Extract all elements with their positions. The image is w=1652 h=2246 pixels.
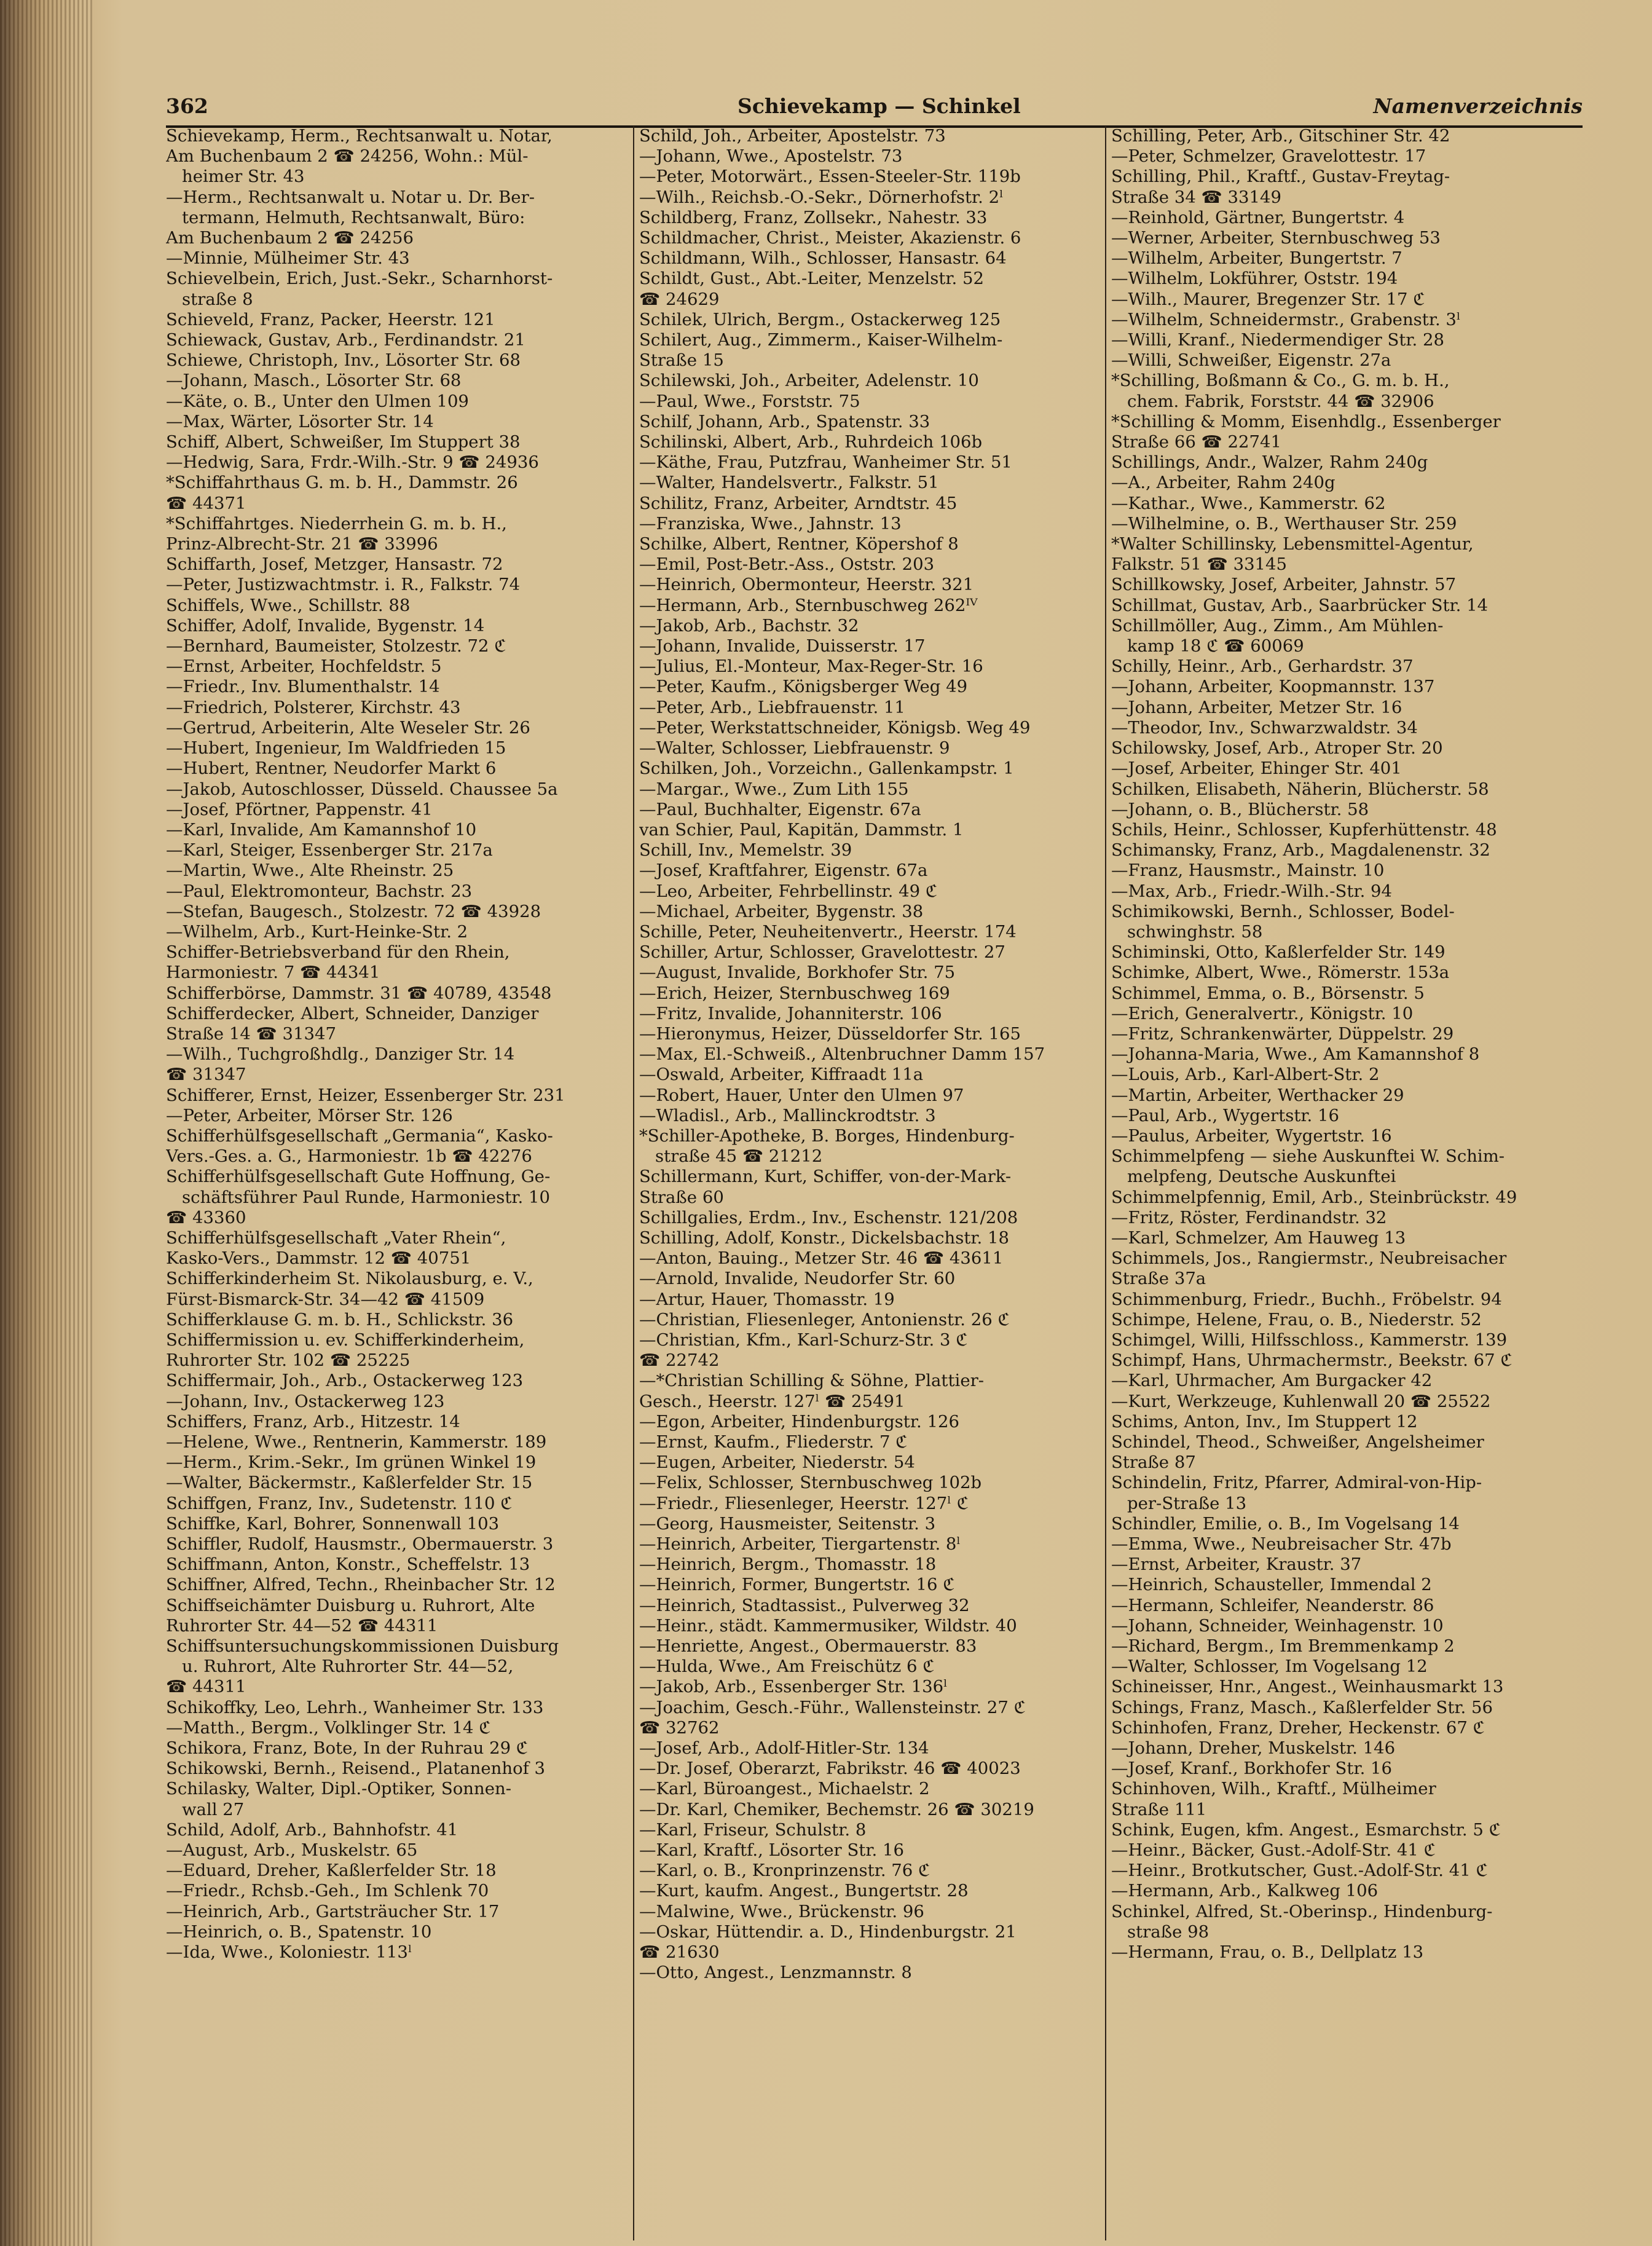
directory-entry-line: —Georg, Hausmeister, Seitenstr. 3 [639,1513,936,1534]
directory-entry-line: —Malwine, Wwe., Brückenstr. 96 [639,1901,924,1921]
directory-entry-line: Schieveld, Franz, Packer, Heerstr. 121 [166,309,495,329]
directory-entry-line: Kasko-Vers., Dammstr. 12 ☎ 40751 [166,1248,471,1269]
directory-entry-line: Schifferdecker, Albert, Schneider, Danziger [166,1003,539,1023]
directory-entry-line: —Heinr., Bäcker, Gust.-Adolf-Str. 41 ℭ [1111,1840,1436,1861]
directory-entry-line: Straße 34 ☎ 33149 [1111,187,1282,207]
directory-entry-line: Schimmelpfeng — siehe Auskunftei W. Schim- [1111,1146,1505,1167]
directory-entry-line: Schille, Peter, Neuheitenvertr., Heerstr. 174 [639,921,1017,942]
directory-entry-line: —Wilh., Tuchgroßhdlg., Danziger Str. 14 [166,1044,515,1065]
directory-entry-line: —Eugen, Arbeiter, Niederstr. 54 [639,1452,915,1473]
directory-entry-line: Schillmöller, Aug., Zimm., Am Mühlen- [1111,615,1444,636]
directory-entry-line: Schievelbein, Erich, Just.-Sekr., Scharnhorst- [166,269,553,289]
directory-entry-line: Schimmelpfennig, Emil, Arb., Steinbrückstr. 49 [1111,1187,1517,1207]
directory-entry-line: —Kathar., Wwe., Kammerstr. 62 [1111,493,1386,513]
directory-entry-line: —*Christian Schilling & Söhne, Plattier- [639,1371,985,1391]
directory-entry-line: —Heinrich, Former, Bungertstr. 16 ℭ [639,1575,955,1595]
directory-entry-line: Schillermann, Kurt, Schiffer, von-der-Mark- [639,1167,1012,1187]
directory-entry-line: —Richard, Bergm., Im Bremmenkamp 2 [1111,1636,1455,1657]
directory-entry-line: Schifferhülfsgesellschaft Gute Hoffnung, Ge- [166,1167,551,1187]
directory-entry-line: —Emma, Wwe., Neubreisacher Str. 47b [1111,1534,1452,1554]
directory-entry-line: Schiffgen, Franz, Inv., Sudetenstr. 110 ℭ [166,1493,513,1513]
directory-entry-line: Schilken, Joh., Vorzeichn., Gallenkampstr. 1 [639,759,1014,779]
directory-entry-line: Schiffner, Alfred, Techn., Rheinbacher Str. 12 [166,1575,556,1595]
directory-entry-line: —Margar., Wwe., Zum Lith 155 [639,779,909,799]
directory-entry-line: Schils, Heinr., Schlosser, Kupferhüttenstr. 48 [1111,819,1497,840]
directory-entry-line: —Matth., Bergm., Volklinger Str. 14 ℭ [166,1717,491,1738]
directory-entry-line: Schilling, Peter, Arb., Gitschiner Str. 42 [1111,126,1450,146]
directory-entry-line: Schings, Franz, Masch., Kaßlerfelder Str. 56 [1111,1697,1493,1717]
directory-entry-line: heimer Str. 43 [182,167,305,187]
directory-entry-line: —Kurt, kaufm. Angest., Bungertstr. 28 [639,1881,969,1901]
directory-entry-line: —Willi, Schweißer, Eigenstr. 27a [1111,350,1391,371]
directory-entry-line: Schimmenburg, Friedr., Buchh., Fröbelstr. 94 [1111,1289,1502,1309]
directory-entry-line: —Bernhard, Baumeister, Stolzestr. 72 ℭ [166,636,506,656]
directory-entry-line: Fürst-Bismarck-Str. 34—42 ☎ 41509 [166,1289,485,1309]
directory-entry-line: —Johanna-Maria, Wwe., Am Kamannshof 8 [1111,1044,1480,1065]
directory-entry-line: —Werner, Arbeiter, Sternbuschweg 53 [1111,228,1441,248]
directory-entry-line: Schilitz, Franz, Arbeiter, Arndtstr. 45 [639,493,958,513]
directory-entry-line: —Paul, Arb., Wygertstr. 16 [1111,1105,1340,1125]
directory-entry-line: —Hermann, Arb., Kalkweg 106 [1111,1881,1379,1901]
directory-entry-line: —Walter, Schlosser, Liebfrauenstr. 9 [639,738,950,759]
directory-entry-line: —Karl, Kraftf., Lösorter Str. 16 [639,1840,904,1861]
directory-entry-line: melpfeng, Deutsche Auskunftei [1127,1167,1396,1187]
directory-entry-line: —Fritz, Schrankenwärter, Düppelstr. 29 [1111,1023,1454,1044]
directory-entry-line: Falkstr. 51 ☎ 33145 [1111,554,1288,575]
directory-entry-line: Schiewack, Gustav, Arb., Ferdinandstr. 21 [166,330,525,350]
directory-entry-line: —Heinrich, Schausteller, Immendal 2 [1111,1575,1432,1595]
directory-entry-line: Schiffsuntersuchungskommissionen Duisburg [166,1636,559,1657]
directory-entry-line: —Hedwig, Sara, Frdr.-Wilh.-Str. 9 ☎ 24936 [166,452,539,473]
directory-entry-line: Schiffels, Wwe., Schillstr. 88 [166,595,411,615]
directory-entry-line: Schimansky, Franz, Arb., Magdalenenstr. 32 [1111,840,1490,861]
directory-entry-line: —Friedr., Inv. Blumenthalstr. 14 [166,677,440,697]
directory-entry-line: ☎ 43360 [166,1207,246,1227]
directory-entry-line: —Reinhold, Gärtner, Bungertstr. 4 [1111,207,1405,227]
directory-entry-line: *Schiffahrtges. Niederrhein G. m. b. H., [166,513,507,534]
directory-entry-line: —Karl, Steiger, Essenberger Str. 217a [166,840,493,861]
directory-entry-line: Schimgel, Willi, Hilfsschloss., Kammerstr. 139 [1111,1330,1508,1350]
directory-entry-line: Schilling, Adolf, Konstr., Dickelsbachstr. 18 [639,1227,1009,1248]
directory-entry-line: Schiffers, Franz, Arb., Hitzestr. 14 [166,1411,460,1432]
section-title: Namenverzeichnis [1373,94,1583,118]
directory-entry-line: —Josef, Arb., Adolf-Hitler-Str. 134 [639,1738,929,1759]
directory-entry-line: Schilasky, Walter, Dipl.-Optiker, Sonnen- [166,1779,511,1799]
directory-entry-line: —Paul, Elektromonteur, Bachstr. 23 [166,881,473,901]
directory-entry-line: —Minnie, Mülheimer Str. 43 [166,248,410,269]
directory-entry-line: —Erich, Generalvertr., Königstr. 10 [1111,1003,1414,1023]
directory-entry-line: —Franz, Hausmstr., Mainstr. 10 [1111,861,1385,881]
column-3 [1111,126,1579,2228]
directory-entry-line: —Fritz, Invalide, Johanniterstr. 106 [639,1003,942,1023]
directory-entry-line: —Wilhelm, Arbeiter, Bungertstr. 7 [1111,248,1402,269]
directory-entry-line: Schillings, Andr., Walzer, Rahm 240g [1111,452,1428,473]
directory-entry-line: —Theodor, Inv., Schwarzwaldstr. 34 [1111,717,1418,738]
directory-entry-line: —Kurt, Werkzeuge, Kuhlenwall 20 ☎ 25522 [1111,1391,1491,1411]
directory-entry-line: —Walter, Bäckermstr., Kaßlerfelder Str. 15 [166,1473,533,1493]
directory-entry-line: —Robert, Hauer, Unter den Ulmen 97 [639,1085,964,1105]
directory-entry-line: —Käte, o. B., Unter den Ulmen 109 [166,391,469,411]
directory-entry-line: —Heinr., Brotkutscher, Gust.-Adolf-Str. 41 ℭ [1111,1861,1488,1881]
directory-entry-line: —Josef, Kranf., Borkhofer Str. 16 [1111,1759,1393,1779]
directory-entry-line: per-Straße 13 [1127,1493,1247,1513]
directory-entry-line: Schildmann, Wilh., Schlosser, Hansastr. 64 [639,248,1007,269]
column-rule [633,126,634,2240]
directory-entry-line: —Karl, Uhrmacher, Am Burgacker 42 [1111,1371,1433,1391]
directory-entry-line: —Peter, Justizwachtmstr. i. R., Falkstr. 74 [166,575,521,595]
directory-entry-line: —Max, El.-Schweiß., Altenbruchner Damm 157 [639,1044,1045,1065]
directory-entry-line: —Ernst, Kaufm., Fliederstr. 7 ℭ [639,1432,908,1452]
directory-entry-line: —Hubert, Ingenieur, Im Waldfrieden 15 [166,738,506,759]
directory-entry-line: —Joachim, Gesch.-Führ., Wallensteinstr. 27 ℭ [639,1697,1026,1717]
directory-entry-line: Schiffmann, Anton, Konstr., Scheffelstr. 13 [166,1554,530,1575]
column-2 [639,126,1099,2228]
directory-entry-line: —Herm., Krim.-Sekr., Im grünen Winkel 19 [166,1452,537,1473]
directory-entry-line: Schiffer-Betriebsverband für den Rhein, [166,942,510,963]
directory-entry-line: Schiffermair, Joh., Arb., Ostackerweg 123 [166,1371,524,1391]
directory-entry-line: —Friedr., Rchsb.-Geh., Im Schlenk 70 [166,1881,489,1901]
directory-entry-line: —Paul, Wwe., Forststr. 75 [639,391,860,411]
directory-entry-line: —Peter, Werkstattschneider, Königsb. Weg 49 [639,717,1031,738]
directory-entry-line: Schiffseichämter Duisburg u. Ruhrort, Alte [166,1595,535,1615]
directory-entry-line: —Martin, Arbeiter, Werthacker 29 [1111,1085,1404,1105]
directory-entry-line: ☎ 24629 [639,289,720,309]
directory-entry-line: Schilf, Johann, Arb., Spatenstr. 33 [639,411,930,431]
directory-entry-line: *Schilling, Boßmann & Co., G. m. b. H., [1111,371,1450,391]
directory-entry-line: —Wilhelmine, o. B., Werthauser Str. 259 [1111,513,1457,534]
directory-entry-line: —Martin, Wwe., Alte Rheinstr. 25 [166,861,454,881]
directory-entry-line: van Schier, Paul, Kapitän, Dammstr. 1 [639,819,964,840]
column-rule [1105,126,1106,2240]
directory-entry-line: —Johann, Dreher, Muskelstr. 146 [1111,1738,1396,1759]
directory-entry-line: straße 98 [1127,1921,1210,1942]
directory-entry-line: —August, Arb., Muskelstr. 65 [166,1840,418,1861]
directory-entry-line: Schilewski, Joh., Arbeiter, Adelenstr. 10 [639,371,979,391]
directory-entry-line: Schiminski, Otto, Kaßlerfelder Str. 149 [1111,942,1446,963]
directory-entry-line: schwinghstr. 58 [1127,921,1263,942]
directory-entry-line: —Hubert, Rentner, Neudorfer Markt 6 [166,759,497,779]
directory-entry-line: —Heinr., städt. Kammermusiker, Wildstr. 40 [639,1615,1017,1636]
directory-entry-line: —Johann, Wwe., Apostelstr. 73 [639,146,903,167]
directory-entry-line: —Josef, Kraftfahrer, Eigenstr. 67a [639,861,928,881]
directory-entry-line: —Hieronymus, Heizer, Düsseldorfer Str. 165 [639,1023,1021,1044]
directory-entry-line: —Wilhelm, Schneidermstr., Grabenstr. 3ˡ [1111,309,1461,329]
directory-entry-line: Schild, Joh., Arbeiter, Apostelstr. 73 [639,126,946,146]
directory-entry-line: —Johann, Arbeiter, Metzer Str. 16 [1111,697,1402,717]
directory-entry-line: ☎ 32762 [639,1717,720,1738]
directory-entry-line: —Otto, Angest., Lenzmannstr. 8 [639,1963,912,1983]
directory-entry-line: *Walter Schillinsky, Lebensmittel-Agentur, [1111,534,1474,554]
directory-entry-line: Schinhoven, Wilh., Kraftf., Mülheimer [1111,1779,1436,1799]
directory-entry-line: Schifferhülfsgesellschaft „Vater Rhein“, [166,1227,506,1248]
directory-entry-line: —Julius, El.-Monteur, Max-Reger-Str. 16 [639,656,983,677]
directory-entry-line: —Heinrich, Obermonteur, Heerstr. 321 [639,575,974,595]
directory-entry-line: —Willi, Kranf., Niedermendiger Str. 28 [1111,330,1445,350]
directory-entry-line: —Johann, o. B., Blücherstr. 58 [1111,799,1369,819]
directory-entry-line: Harmoniestr. 7 ☎ 44341 [166,963,380,983]
directory-entry-line: Ruhrorter Str. 102 ☎ 25225 [166,1350,411,1371]
directory-entry-line: Schiffarth, Josef, Metzger, Hansastr. 72 [166,554,503,575]
directory-entry-line: —Anton, Bauing., Metzer Str. 46 ☎ 43611 [639,1248,1004,1269]
directory-entry-line: Schildt, Gust., Abt.-Leiter, Menzelstr. 52 [639,269,985,289]
directory-entry-line: —Ernst, Arbeiter, Hochfeldstr. 5 [166,656,442,677]
directory-entry-line: Schifferklause G. m. b. H., Schlickstr. 36 [166,1309,514,1330]
directory-entry-line: *Schilling & Momm, Eisenhdlg., Essenberger [1111,411,1501,431]
directory-entry-line: —Wilh., Maurer, Bregenzer Str. 17 ℭ [1111,289,1425,309]
directory-entry-line: —August, Invalide, Borkhofer Str. 75 [639,963,956,983]
directory-entry-line: —Paulus, Arbeiter, Wygertstr. 16 [1111,1125,1392,1146]
directory-entry-line: —Jakob, Autoschlosser, Düsseld. Chaussee 5a [166,779,558,799]
directory-entry-line: —Karl, o. B., Kronprinzenstr. 76 ℭ [639,1861,930,1881]
directory-entry-line: u. Ruhrort, Alte Ruhrorter Str. 44—52, [182,1657,514,1677]
directory-entry-line: —Oskar, Hüttendir. a. D., Hindenburgstr. 21 [639,1921,1017,1942]
directory-entry-line: Straße 37a [1111,1269,1206,1289]
directory-entry-line: —Dr. Josef, Oberarzt, Fabrikstr. 46 ☎ 40023 [639,1759,1021,1779]
directory-entry-line: Ruhrorter Str. 44—52 ☎ 44311 [166,1615,438,1636]
directory-entry-line: Schiffermission u. ev. Schifferkinderheim, [166,1330,525,1350]
directory-entry-line: —Max, Arb., Friedr.-Wilh.-Str. 94 [1111,881,1393,901]
directory-entry-line: —Karl, Friseur, Schulstr. 8 [639,1819,867,1840]
directory-entry-line: —Friedr., Fliesenleger, Heerstr. 127ˡ ℭ [639,1493,969,1513]
directory-entry-line: —Peter, Schmelzer, Gravelottestr. 17 [1111,146,1426,167]
directory-entry-line: Schims, Anton, Inv., Im Stuppert 12 [1111,1411,1418,1432]
directory-entry-line: Schindler, Emilie, o. B., Im Vogelsang 14 [1111,1513,1460,1534]
directory-entry-line: —Wilh., Reichsb.-O.-Sekr., Dörnerhofstr. 2ˡ [639,187,1004,207]
directory-entry-line: —Arnold, Invalide, Neudorfer Str. 60 [639,1269,956,1289]
directory-entry-line: Schifferkinderheim St. Nikolausburg, e. V., [166,1269,533,1289]
directory-entry-line: —Walter, Handelsvertr., Falkstr. 51 [639,473,939,493]
directory-entry-line: —Johann, Masch., Lösorter Str. 68 [166,371,462,391]
directory-entry-line: —Hulda, Wwe., Am Freischütz 6 ℭ [639,1657,935,1677]
page-number: 362 [166,94,208,118]
directory-entry-line: Straße 60 [639,1187,724,1207]
directory-entry-line: —Henriette, Angest., Obermauerstr. 83 [639,1636,977,1657]
directory-entry-line: Schillkowsky, Josef, Arbeiter, Jahnstr. 57 [1111,575,1457,595]
directory-entry-line: Am Buchenbaum 2 ☎ 24256, Wohn.: Mül- [166,146,529,167]
column-1 [166,126,628,2228]
directory-entry-line: Schilert, Aug., Zimmerm., Kaiser-Wilhelm- [639,330,1003,350]
directory-entry-line: Schilinski, Albert, Arb., Ruhrdeich 106b [639,432,983,452]
directory-entry-line: Schimmel, Emma, o. B., Börsenstr. 5 [1111,983,1425,1003]
directory-entry-line: —Helene, Wwe., Rentnerin, Kammerstr. 189 [166,1432,547,1452]
directory-entry-line: straße 45 ☎ 21212 [655,1146,823,1167]
directory-entry-line: —Artur, Hauer, Thomasstr. 19 [639,1289,895,1309]
directory-entry-line: —Erich, Heizer, Sternbuschweg 169 [639,983,950,1003]
directory-entry-line: Schilowsky, Josef, Arb., Atroper Str. 20 [1111,738,1443,759]
directory-entry-line: Schifferbörse, Dammstr. 31 ☎ 40789, 43548 [166,983,552,1003]
directory-entry-line: Schilling, Phil., Kraftf., Gustav-Freytag- [1111,167,1450,187]
directory-entry-line: Schilke, Albert, Rentner, Köpershof 8 [639,534,959,554]
directory-entry-line: Schinkel, Alfred, St.-Oberinsp., Hindenburg- [1111,1901,1493,1921]
directory-entry-line: —Franziska, Wwe., Jahnstr. 13 [639,513,902,534]
directory-entry-line: Schimmels, Jos., Rangiermstr., Neubreisacher [1111,1248,1507,1269]
directory-entry-line: kamp 18 ℭ ☎ 60069 [1127,636,1304,656]
directory-entry-line: —Leo, Arbeiter, Fehrbellinstr. 49 ℭ [639,881,938,901]
directory-entry-line: —Wladisl., Arb., Mallinckrodtstr. 3 [639,1105,936,1125]
directory-entry-line: ☎ 22742 [639,1350,720,1371]
directory-entry-line: termann, Helmuth, Rechtsanwalt, Büro: [182,207,525,227]
directory-entry-line: —Egon, Arbeiter, Hindenburgstr. 126 [639,1411,959,1432]
directory-entry-line: —Max, Wärter, Lösorter Str. 14 [166,411,434,431]
directory-entry-line: —Johann, Inv., Ostackerweg 123 [166,1391,445,1411]
directory-entry-line: —Heinrich, Arbeiter, Tiergartenstr. 8ˡ [639,1534,961,1554]
directory-entry-line: —Johann, Schneider, Weinhagenstr. 10 [1111,1615,1444,1636]
directory-entry-line: —Josef, Pförtner, Pappenstr. 41 [166,799,433,819]
directory-entry-line: —Christian, Fliesenleger, Antonienstr. 26 ℭ [639,1309,1010,1330]
directory-entry-line: Schink, Eugen, kfm. Angest., Esmarchstr. 5 ℭ [1111,1819,1501,1840]
directory-entry-line: Schimke, Albert, Wwe., Römerstr. 153a [1111,963,1450,983]
directory-entry-line: —Fritz, Röster, Ferdinandstr. 32 [1111,1207,1387,1227]
directory-entry-line: Schikowski, Bernh., Reisend., Platanenhof 3 [166,1759,546,1779]
directory-entry-line: —Jakob, Arb., Bachstr. 32 [639,615,859,636]
directory-entry-line: —Eduard, Dreher, Kaßlerfelder Str. 18 [166,1861,497,1881]
book-spine [0,0,92,2246]
directory-entry-line: Schill, Inv., Memelstr. 39 [639,840,852,861]
directory-entry-line: Schiffer, Adolf, Invalide, Bygenstr. 14 [166,615,485,636]
directory-entry-line: —Hermann, Arb., Sternbuschweg 262ᴵⱽ [639,595,978,615]
directory-entry-line: Schilken, Elisabeth, Näherin, Blücherstr. 58 [1111,779,1489,799]
directory-entry-line: —Michael, Arbeiter, Bygenstr. 38 [639,901,924,921]
directory-entry-line: wall 27 [182,1799,245,1819]
directory-entry-line: —Emil, Post-Betr.-Ass., Oststr. 203 [639,554,935,575]
directory-entry-line: —Peter, Motorwärt., Essen-Steeler-Str. 119b [639,167,1021,187]
directory-entry-line: —Karl, Schmelzer, Am Hauweg 13 [1111,1227,1406,1248]
directory-entry-line: —Walter, Schlosser, Im Vogelsang 12 [1111,1657,1428,1677]
directory-entry-line: Schildberg, Franz, Zollsekr., Nahestr. 33 [639,207,988,227]
directory-entry-line: —Ernst, Arbeiter, Kraustr. 37 [1111,1554,1362,1575]
directory-entry-line: —Herm., Rechtsanwalt u. Notar u. Dr. Ber- [166,187,535,207]
directory-entry-line: Schindel, Theod., Schweißer, Angelsheimer [1111,1432,1484,1452]
directory-entry-line: Schimpf, Hans, Uhrmachermstr., Beekstr. 67 ℭ [1111,1350,1512,1371]
directory-entry-line: —Friedrich, Polsterer, Kirchstr. 43 [166,697,461,717]
directory-entry-line: —Louis, Arb., Karl-Albert-Str. 2 [1111,1065,1380,1085]
directory-entry-line: *Schiller-Apotheke, B. Borges, Hindenburg- [639,1125,1015,1146]
directory-entry-line: —Wilhelm, Lokführer, Oststr. 194 [1111,269,1398,289]
directory-entry-line: —Hermann, Frau, o. B., Dellplatz 13 [1111,1942,1424,1963]
directory-entry-line: —Karl, Invalide, Am Kamannshof 10 [166,819,477,840]
directory-entry-line: Schiewe, Christoph, Inv., Lösorter Str. 68 [166,350,521,371]
directory-entry-line: Schilly, Heinr., Arb., Gerhardstr. 37 [1111,656,1414,677]
directory-entry-line: Schindelin, Fritz, Pfarrer, Admiral-von-Hip- [1111,1473,1482,1493]
directory-entry-line: Schiffke, Karl, Bohrer, Sonnenwall 103 [166,1513,500,1534]
directory-entry-line: —Gertrud, Arbeiterin, Alte Weseler Str. 26 [166,717,530,738]
directory-entry-line: —Peter, Arb., Liebfrauenstr. 11 [639,697,905,717]
directory-entry-line: Schievekamp, Herm., Rechtsanwalt u. Notar, [166,126,553,146]
directory-entry-line: Schiller, Artur, Schlosser, Gravelottestr. 27 [639,942,1005,963]
directory-entry-line: —Ida, Wwe., Koloniestr. 113ˡ [166,1942,412,1963]
directory-entry-line: —Wilhelm, Arb., Kurt-Heinke-Str. 2 [166,921,468,942]
directory-entry-line: ☎ 31347 [166,1065,246,1085]
directory-entry-line: Schifferer, Ernst, Heizer, Essenberger Str. 231 [166,1085,565,1105]
directory-entry-line: —Oswald, Arbeiter, Kiffraadt 11a [639,1065,924,1085]
directory-entry-line: —Stefan, Baugesch., Stolzestr. 72 ☎ 43928 [166,901,541,921]
directory-entry-line: Straße 15 [639,350,724,371]
directory-entry-line: —Jakob, Arb., Essenberger Str. 136ˡ [639,1677,948,1697]
directory-entry-line: —Paul, Buchhalter, Eigenstr. 67a [639,799,921,819]
directory-entry-line: Prinz-Albrecht-Str. 21 ☎ 33996 [166,534,438,554]
directory-entry-line: Schimpe, Helene, Frau, o. B., Niederstr. 52 [1111,1309,1482,1330]
directory-entry-line: Straße 66 ☎ 22741 [1111,432,1282,452]
directory-entry-line: Am Buchenbaum 2 ☎ 24256 [166,228,414,248]
directory-entry-line: Schikoffky, Leo, Lehrh., Wanheimer Str. 133 [166,1697,544,1717]
directory-entry-line: straße 8 [182,289,253,309]
directory-entry-line: Gesch., Heerstr. 127ˡ ☎ 25491 [639,1391,905,1411]
directory-entry-line: Schild, Adolf, Arb., Bahnhofstr. 41 [166,1819,458,1840]
directory-entry-line: Vers.-Ges. a. G., Harmoniestr. 1b ☎ 42276 [166,1146,532,1167]
directory-entry-line: —Heinrich, o. B., Spatenstr. 10 [166,1921,432,1942]
directory-entry-line: —Karl, Büroangest., Michaelstr. 2 [639,1779,930,1799]
directory-entry-line: —Josef, Arbeiter, Ehinger Str. 401 [1111,759,1402,779]
directory-entry-line: Schiffler, Rudolf, Hausmstr., Obermauerstr. 3 [166,1534,554,1554]
page-header [166,91,1583,128]
directory-entry-line: —A., Arbeiter, Rahm 240g [1111,473,1335,493]
directory-entry-line: —Heinrich, Bergm., Thomasstr. 18 [639,1554,937,1575]
directory-entry-line: —Johann, Arbeiter, Koopmannstr. 137 [1111,677,1435,697]
directory-entry-line: Schiff, Albert, Schweißer, Im Stuppert 38 [166,432,521,452]
directory-entry-line: —Käthe, Frau, Putzfrau, Wanheimer Str. 51 [639,452,1012,473]
directory-entry-line: —Johann, Invalide, Duisserstr. 17 [639,636,926,656]
directory-entry-line: ☎ 44311 [166,1677,246,1697]
running-title: Schievekamp — Schinkel [738,94,1021,118]
directory-entry-line: —Heinrich, Stadtassist., Pulverweg 32 [639,1595,970,1615]
directory-entry-line: —Peter, Arbeiter, Mörser Str. 126 [166,1105,453,1125]
directory-entry-line: —Heinrich, Arb., Gartsträucher Str. 17 [166,1901,500,1921]
directory-entry-line: Straße 87 [1111,1452,1196,1473]
directory-entry-line: Schifferhülfsgesellschaft „Germania“, Kasko- [166,1125,553,1146]
directory-entry-line: ☎ 21630 [639,1942,720,1963]
directory-entry-line: *Schiffahrthaus G. m. b. H., Dammstr. 26 [166,473,518,493]
directory-entry-line: Schildmacher, Christ., Meister, Akazienstr. 6 [639,228,1021,248]
directory-entry-line: schäftsführer Paul Runde, Harmoniestr. 10 [182,1187,550,1207]
directory-entry-line: —Christian, Kfm., Karl-Schurz-Str. 3 ℭ [639,1330,968,1350]
directory-entry-line: Schimikowski, Bernh., Schlosser, Bodel- [1111,901,1455,921]
directory-entry-line: chem. Fabrik, Forststr. 44 ☎ 32906 [1127,391,1434,411]
directory-entry-line: Schillmat, Gustav, Arb., Saarbrücker Str. 14 [1111,595,1489,615]
directory-entry-line: —Felix, Schlosser, Sternbuschweg 102b [639,1473,982,1493]
directory-entry-line: Schineisser, Hnr., Angest., Weinhausmarkt 13 [1111,1677,1504,1697]
directory-entry-line: Schilek, Ulrich, Bergm., Ostackerweg 125 [639,309,1001,329]
directory-entry-line: —Peter, Kaufm., Königsberger Weg 49 [639,677,968,697]
directory-entry-line: —Hermann, Schleifer, Neanderstr. 86 [1111,1595,1434,1615]
directory-entry-line: —Dr. Karl, Chemiker, Bechemstr. 26 ☎ 30219 [639,1799,1034,1819]
directory-entry-line: Schikora, Franz, Bote, In der Ruhrau 29 ℭ [166,1738,529,1759]
directory-entry-line: Schinhofen, Franz, Dreher, Heckenstr. 67 ℭ [1111,1717,1485,1738]
directory-entry-line: ☎ 44371 [166,493,246,513]
directory-entry-line: Schillgalies, Erdm., Inv., Eschenstr. 121/208 [639,1207,1018,1227]
directory-entry-line: Straße 111 [1111,1799,1207,1819]
directory-entry-line: Straße 14 ☎ 31347 [166,1023,337,1044]
